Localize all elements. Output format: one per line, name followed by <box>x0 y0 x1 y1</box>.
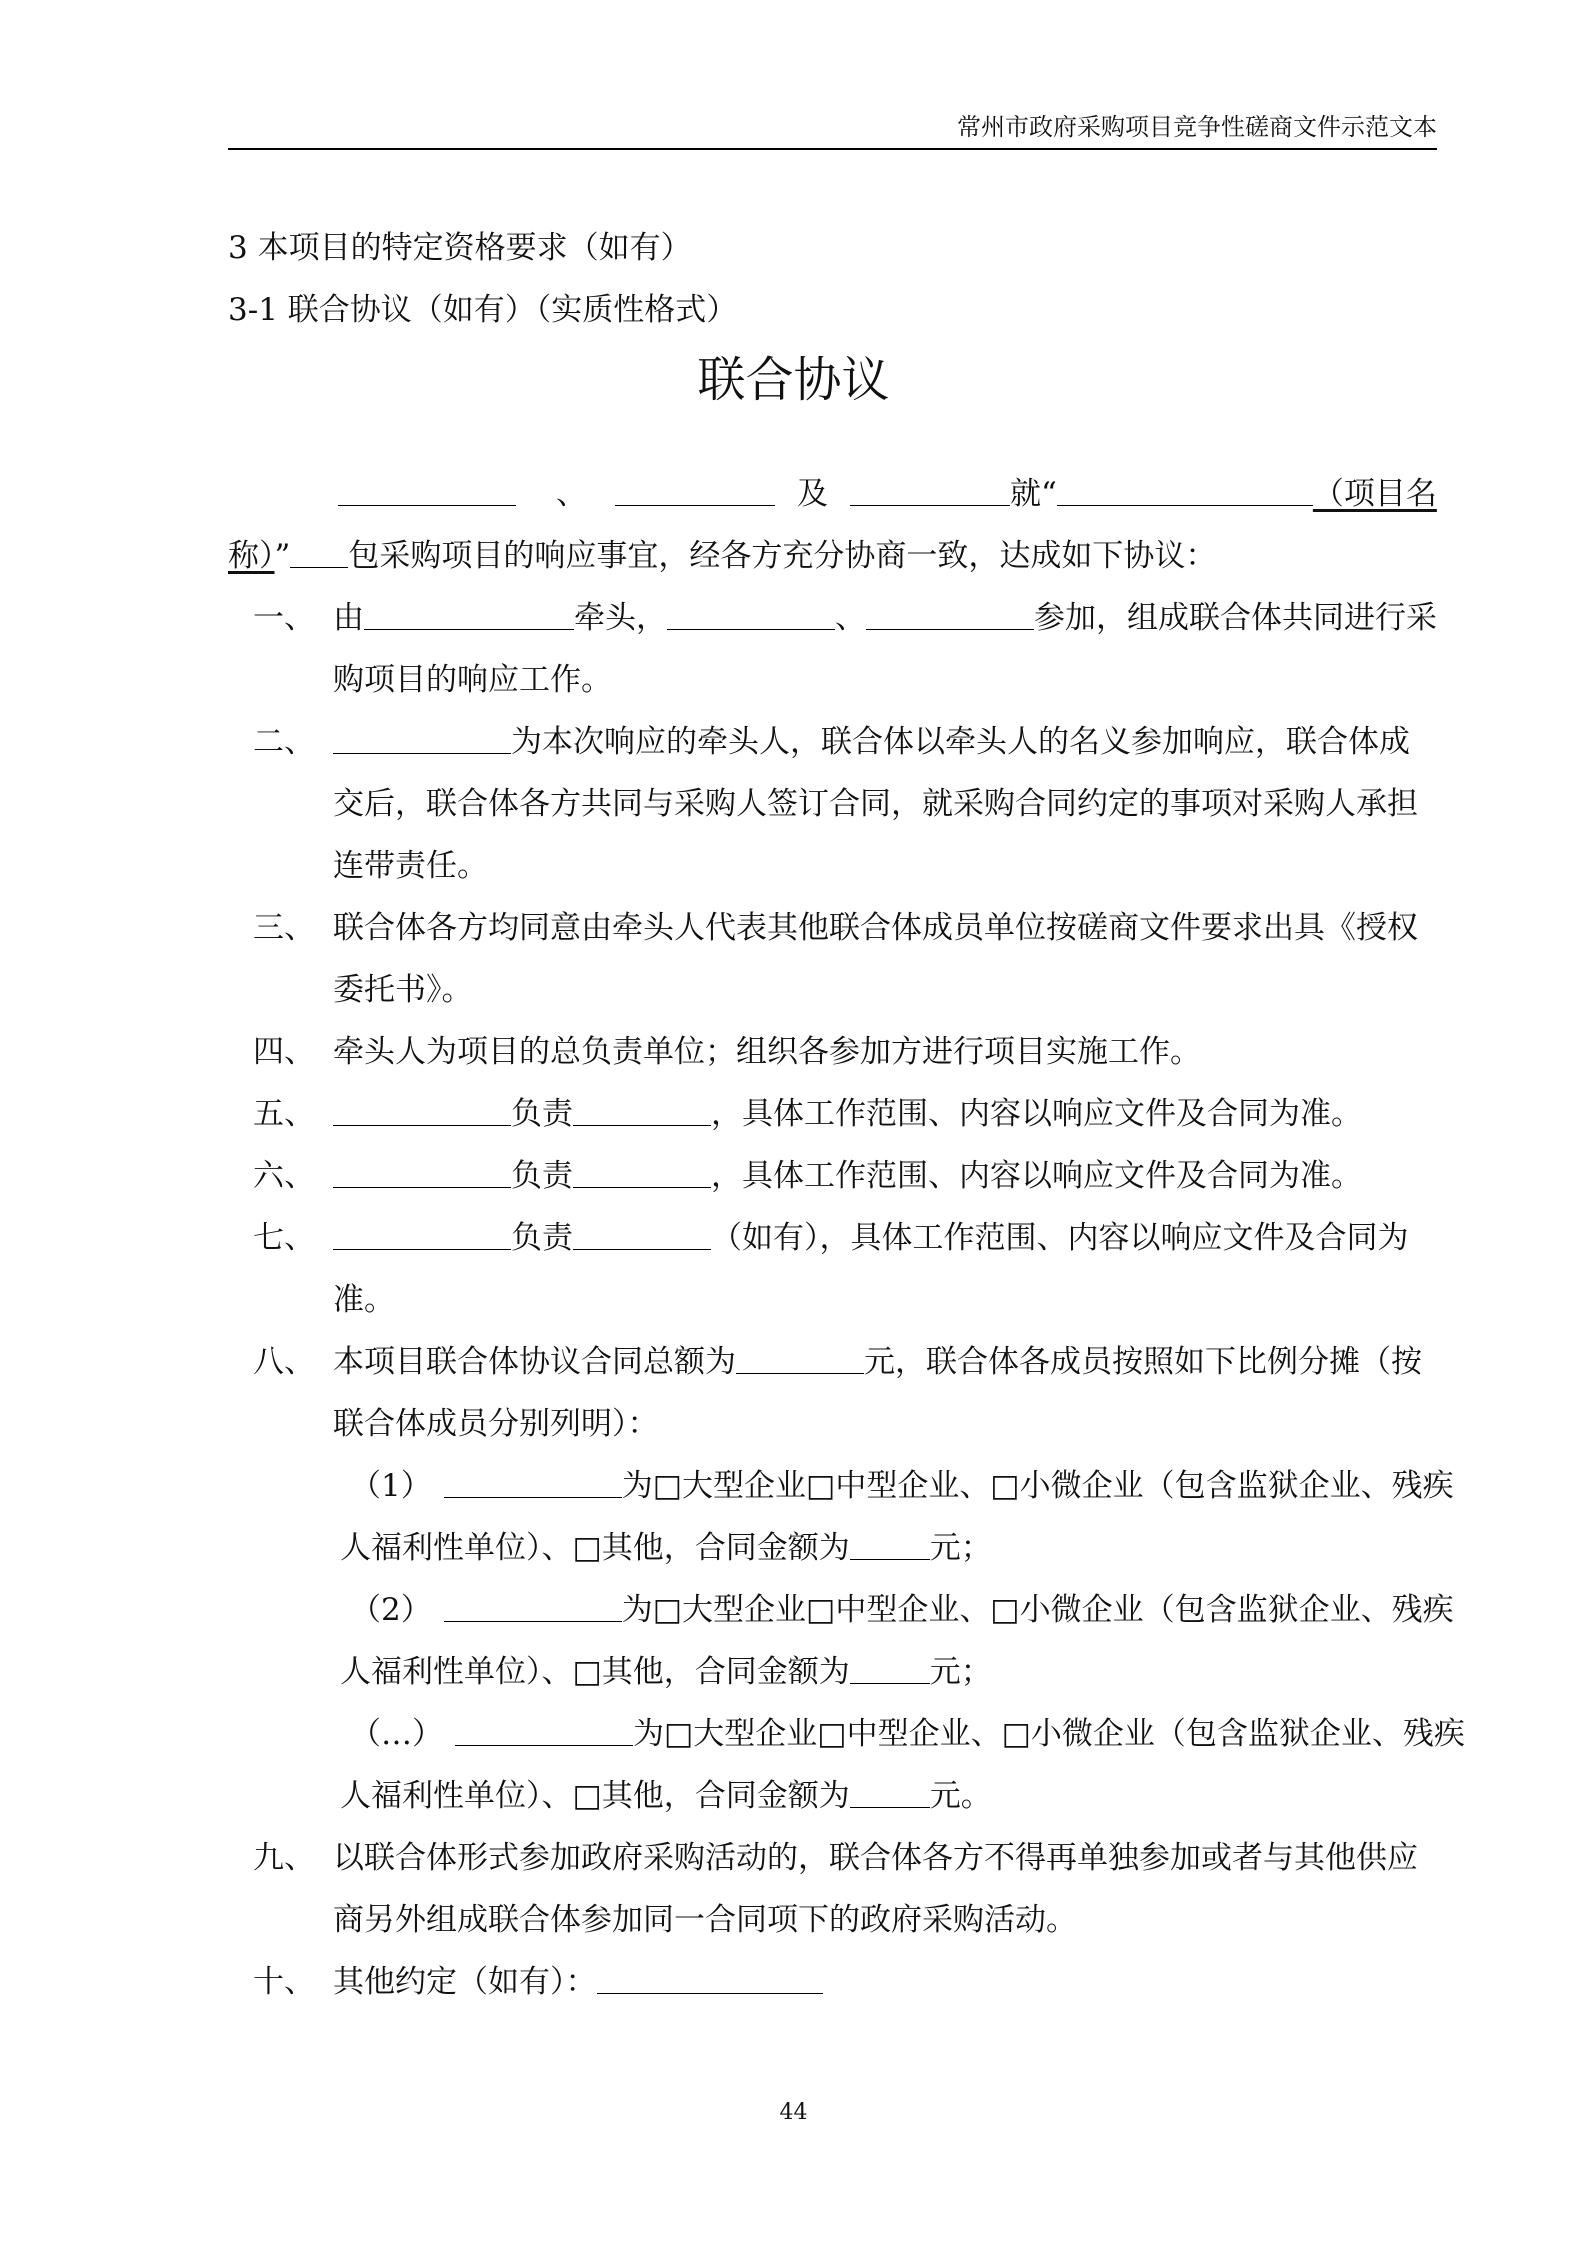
member-1-idx: （1） <box>350 1468 432 1504</box>
clause-1-a: 由 <box>333 600 364 636</box>
blank-member-2-amount[interactable] <box>850 1653 930 1684</box>
member-1-line-1 <box>350 1466 1454 1506</box>
intro-sep-3: 就“ <box>1010 476 1057 512</box>
clause-10-line-1 <box>333 1962 823 2002</box>
clause-2-num: 二、 <box>253 724 315 760</box>
blank-member-3-amount[interactable] <box>850 1777 930 1808</box>
blank-clause-5-party[interactable] <box>333 1095 511 1126</box>
project-name-label: （项目名 <box>1312 476 1437 512</box>
clause-7-a: 负责 <box>511 1220 573 1256</box>
member-2-c: 元； <box>929 1654 992 1690</box>
intro-rest: 包采购项目的响应事宜，经各方充分协商一致，达成如下协议： <box>348 538 1217 574</box>
blank-clause-7-party[interactable] <box>333 1219 511 1250</box>
member-2-a: 为□大型企业□中型企业、□小微企业（包含监狱企业、残疾 <box>621 1592 1454 1628</box>
clause-2-line-2: 交后，联合体各方共同与采购人签订合同，就采购合同约定的事项对采购人承担 <box>333 786 1418 822</box>
clause-8-line-2: 联合体成员分别列明）： <box>333 1406 659 1442</box>
clause-5-b: ，具体工作范围、内容以响应文件及合同为准。 <box>711 1096 1362 1132</box>
page-header <box>228 112 1437 150</box>
clause-9-line-2: 商另外组成联合体参加同一合同项下的政府采购活动。 <box>333 1902 1077 1938</box>
intro-sep-1: 、 <box>556 476 587 512</box>
member-2-idx: （2） <box>350 1592 432 1628</box>
clause-6-num: 六、 <box>253 1158 315 1194</box>
intro-sep-2: 及 <box>797 476 828 512</box>
member-1-b: 人福利性单位）、□其他，合同金额为 <box>340 1530 850 1566</box>
blank-member-1[interactable] <box>338 475 516 506</box>
blank-member-3-name[interactable] <box>455 1715 633 1746</box>
blank-clause-6-scope[interactable] <box>573 1157 711 1188</box>
clause-3-line-2: 委托书》。 <box>333 972 473 1008</box>
clause-7-line-1 <box>333 1218 1409 1258</box>
clause-4-num: 四、 <box>253 1034 315 1070</box>
clause-7-line-2: 准。 <box>333 1282 395 1318</box>
blank-clause-5-scope[interactable] <box>573 1095 711 1126</box>
member-3-line-1 <box>350 1714 1465 1754</box>
section-3-1-heading: 3-1 联合协议（如有）（实质性格式） <box>228 292 738 328</box>
member-3-b: 人福利性单位）、□其他，合同金额为 <box>340 1778 850 1814</box>
blank-lead-name[interactable] <box>333 723 511 754</box>
member-1-line-2 <box>340 1528 992 1568</box>
clause-9-line-1: 以联合体形式参加政府采购活动的，联合体各方不得再单独参加或者与其他供应 <box>333 1840 1418 1876</box>
blank-member-1-amount[interactable] <box>850 1529 930 1560</box>
clause-3-line-1: 联合体各方均同意由牵头人代表其他联合体成员单位按磋商文件要求出具《授权 <box>333 910 1418 946</box>
clause-1-c: 、 <box>835 600 866 636</box>
clause-6-line-1 <box>333 1156 1362 1196</box>
clause-2-line-3: 连带责任。 <box>333 848 488 884</box>
clause-8-a: 本项目联合体协议合同总额为 <box>333 1344 736 1380</box>
clause-8-num: 八、 <box>253 1344 315 1380</box>
blank-member-2[interactable] <box>615 475 775 506</box>
blank-project-name[interactable] <box>1057 475 1313 506</box>
clause-10-a: 其他约定（如有）： <box>333 1964 597 2000</box>
doc-title: 联合协议 <box>697 352 890 408</box>
intro-line-2 <box>228 536 1216 576</box>
intro-line-1 <box>338 474 1437 514</box>
quote-close: ” <box>274 538 291 574</box>
clause-7-num: 七、 <box>253 1220 315 1256</box>
member-2-line-1 <box>350 1590 1454 1630</box>
project-name-cont: 称） <box>228 538 275 574</box>
clause-6-b: ，具体工作范围、内容以响应文件及合同为准。 <box>711 1158 1362 1194</box>
clause-1-d: 参加，组成联合体共同进行采 <box>1034 600 1437 636</box>
member-3-c: 元。 <box>929 1778 992 1814</box>
clause-2-line-1 <box>333 722 1410 762</box>
clause-1-line-2: 购项目的响应工作。 <box>333 662 612 698</box>
blank-other-terms[interactable] <box>597 1963 823 1994</box>
clause-2-a: 为本次响应的牵头人，联合体以牵头人的名义参加响应，联合体成 <box>511 724 1410 760</box>
blank-package[interactable] <box>290 537 348 568</box>
clause-5-a: 负责 <box>511 1096 573 1132</box>
clause-10-num: 十、 <box>253 1964 315 2000</box>
member-1-a: 为□大型企业□中型企业、□小微企业（包含监狱企业、残疾 <box>621 1468 1454 1504</box>
blank-party-b[interactable] <box>866 599 1034 630</box>
blank-member-2-name[interactable] <box>444 1591 622 1622</box>
clause-8-b: 元，联合体各成员按照如下比例分摊（按 <box>864 1344 1422 1380</box>
clause-1-b: 牵头， <box>574 600 667 636</box>
blank-clause-7-scope[interactable] <box>573 1219 711 1250</box>
blank-member-1-name[interactable] <box>444 1467 622 1498</box>
header-title: 常州市政府采购项目竞争性磋商文件示范文本 <box>957 113 1437 141</box>
clause-9-num: 九、 <box>253 1840 315 1876</box>
page-number: 44 <box>779 2100 808 2125</box>
clause-3-num: 三、 <box>253 910 315 946</box>
blank-party-a[interactable] <box>667 599 835 630</box>
blank-clause-6-party[interactable] <box>333 1157 511 1188</box>
clause-5-num: 五、 <box>253 1096 315 1132</box>
clause-7-b: （如有），具体工作范围、内容以响应文件及合同为 <box>711 1220 1409 1256</box>
blank-total-amount[interactable] <box>736 1343 864 1374</box>
clause-6-a: 负责 <box>511 1158 573 1194</box>
member-2-line-2 <box>340 1652 992 1692</box>
blank-lead-party[interactable] <box>364 599 574 630</box>
clause-1-num: 一、 <box>253 600 315 636</box>
member-1-c: 元； <box>929 1530 992 1566</box>
clause-4-line-1: 牵头人为项目的总负责单位；组织各参加方进行项目实施工作。 <box>333 1034 1201 1070</box>
blank-member-3[interactable] <box>850 475 1010 506</box>
member-2-b: 人福利性单位）、□其他，合同金额为 <box>340 1654 850 1690</box>
member-3-idx: （…） <box>350 1716 443 1752</box>
section-3-heading: 3 本项目的特定资格要求（如有） <box>228 230 692 266</box>
clause-5-line-1 <box>333 1094 1362 1134</box>
clause-8-line-1 <box>333 1342 1422 1382</box>
clause-1-line-1 <box>333 598 1437 638</box>
member-3-line-2 <box>340 1776 992 1816</box>
member-3-a: 为□大型企业□中型企业、□小微企业（包含监狱企业、残疾 <box>633 1716 1465 1752</box>
